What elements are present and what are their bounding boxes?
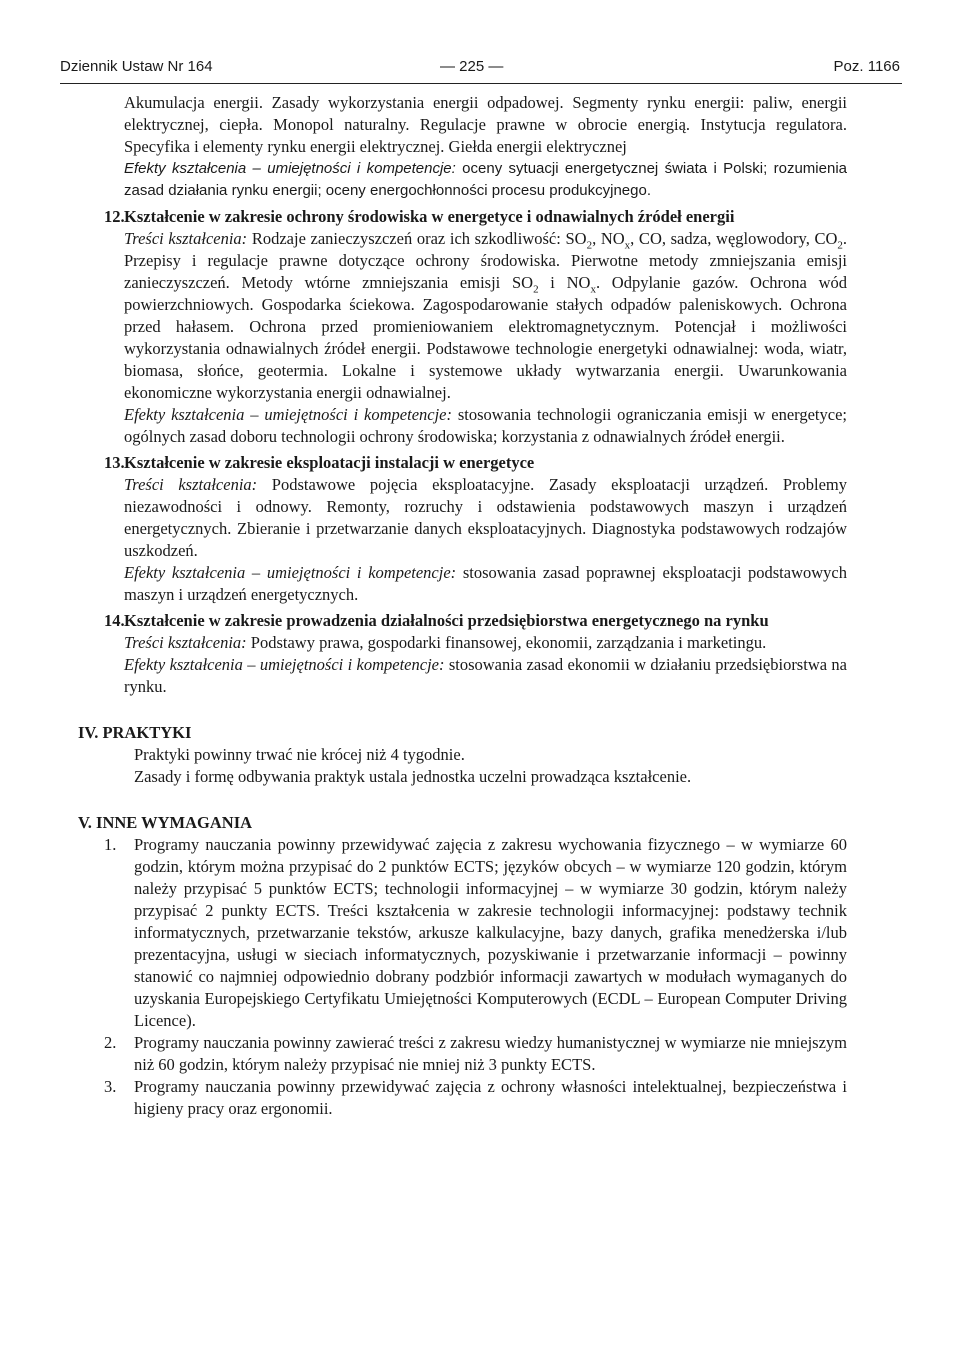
section-13-content <box>124 474 847 562</box>
header-rule <box>60 83 902 84</box>
section-13-number: 13. <box>104 453 125 472</box>
requirement-item-2 <box>104 1032 847 1076</box>
section-12-content-b: , NO <box>592 229 625 248</box>
section-14-effects-label: Efekty kształcenia – umiejętności i kompetencje: <box>124 655 445 674</box>
section-12-content-d: Przepisy i regulacje prawne dotyczące ochrony środowiska. Pierwotne metody zmniejszania emisji zanieczyszczeń. Metody wtórne zmniejszania emisji SO <box>124 251 847 292</box>
document-body <box>0 90 960 1120</box>
intro-paragraph <box>124 92 847 158</box>
part-4-line-2: Zasady i formę odbywania praktyk ustala jednostka uczelni prowadząca kształcenie. <box>134 767 692 786</box>
intro-effects <box>124 158 847 202</box>
requirement-item-1 <box>104 834 847 1032</box>
section-14-heading <box>104 610 847 632</box>
section-13-effects-label: Efekty kształcenia – umiejętności i kompetencje: <box>124 563 457 582</box>
section-13-effects <box>124 562 847 606</box>
section-12-heading <box>104 206 847 228</box>
section-12-content-e: i NO <box>538 273 591 292</box>
requirement-text: Programy nauczania powinny przewidywać zajęcia z zakresu wychowania fizycznego – w wymiarze 60 godzin, którym można przypisać do 2 punktów ECTS; języków obcych – w wymiarze 120 godzin, którym należy przypisać 5 punktów ECTS; technologii informacyjnej – w wymiarze 30 godzin, którym należy przypisać 2 punkty ECTS. Treści kształcenia w zakresie technologii informacyjnej: podstawy technik informatycznych, przetwarzanie tekstów, arkusze kalkulacyjne, bazy danych, grafika menedżerska i/lub prezentacyjna, usługi w sieciach informatycznych, pozyskiwanie i przetwarzanie informacji – powinny stanowić co najmniej odpowiednio dobrany podzbiór informacji zawartych w modułach wymaganych do uzyskania Europejskiego Certyfikatu Umiejętności Komputerowych (ECDL – European Computer Driving Licence). <box>134 835 847 1030</box>
position-number: Poz. 1166 <box>833 58 900 75</box>
section-14-effects <box>124 654 847 698</box>
subscript-2: 2 <box>533 283 539 296</box>
requirement-text: Programy nauczania powinny przewidywać zajęcia z ochrony własności intelektualnej, bezpieczeństwa i higieny pracy oraz ergonomii. <box>134 1077 847 1118</box>
section-13-title: Kształcenie w zakresie eksploatacji instalacji w energetyce <box>124 453 535 472</box>
section-13-content-text: Podstawowe pojęcia eksploatacyjne. Zasady eksploatacji urządzeń. Problemy niezawodności i odnowy. Remonty, rozruchy i odstawienia podstawowych maszyn i urządzeń energetycznych. Zbieranie i przetwarzanie danych eksploatacyjnych. Diagnostyka podstawowych rodzajów uszkodzeń. <box>124 475 847 560</box>
section-12-effects-text: stosowania technologii ograniczania emisji w energetyce; ogólnych zasad doboru technologii ochrony środowiska; korzystania z odnawialnych źródeł energii. <box>124 405 847 446</box>
section-12-content-a: Rodzaje zanieczyszczeń oraz ich szkodliwość: SO <box>247 229 587 248</box>
intro-text: Akumulacja energii. Zasady wykorzystania energii odpadowej. Segmenty rynku energii: paliw, energii elektrycznej, ciepła. Monopol naturalny. Regulacje prawne w obrocie energią. Instytucja regulatora. Specyfika i elementy rynku energii elektrycznej. Giełda energii elektrycznej <box>124 93 847 156</box>
section-12-effects-label: Efekty kształcenia – umiejętności i kompetencje: <box>124 405 453 424</box>
section-12-content-c: , CO, sadza, węglowodory, CO <box>630 229 838 248</box>
section-14-number: 14. <box>104 611 125 630</box>
part-5-title: V. INNE WYMAGANIA <box>78 813 253 832</box>
requirement-item-3 <box>104 1076 847 1120</box>
requirement-number: 3. <box>104 1077 117 1096</box>
section-14-content-text: Podstawy prawa, gospodarki finansowej, ekonomii, zarządzania i marketingu. <box>246 633 767 652</box>
section-14-effects-text: stosowania zasad ekonomii w działaniu przedsiębiorstwa na rynku. <box>124 655 847 696</box>
subscript-2: 2 <box>586 239 593 252</box>
page-number: — 225 — <box>440 58 504 75</box>
section-12-number: 12. <box>104 207 125 226</box>
section-12-content-label: Treści kształcenia: <box>124 229 248 248</box>
section-13-effects-text: stosowania zasad poprawnej eksploatacji podstawowych maszyn i urządzeń energetycznych. <box>124 563 847 604</box>
journal-name: Dziennik Ustaw Nr 164 <box>60 58 213 75</box>
section-12-effects <box>124 404 847 448</box>
section-14-content <box>124 632 847 654</box>
section-12-content: Treści kształcenia: Rodzaje zanieczyszczeń oraz ich szkodliwość: $SO_2$, $NO_x$, CO, sadza, węglowodory, $CO_2$. Przepisy i regulacje prawne dotyczące ochrony środowiska. Pierwotne metody zmniejszania emisji zanieczyszczeń. Metody wtórne zmniejszania emisji $SO_2$ i $NO_x$. Odpylanie gazów. Ochrona wód powierzchniowych. Gospodarka ściekowa. Zagospodarowanie stałych odpadów paleniskowych. Ochrona przed hałasem. Ochrona przed promieniowaniem elektromagnetycznym. Potencjał i możliwości wykorzystania odnawialnych źródeł energii. Podstawowe technologie energetyki odnawialnej: woda, wiatr, biomasa, słońce, geotermia. Lokalne i systemowe układy wytwarzania energii. Uwarunkowania ekonomiczne wykorzystania energii odnawialnej. <box>124 229 848 402</box>
section-12-content-f: . Odpylanie gazów. Ochrona wód powierzchniowych. Gospodarka ściekowa. Zagospodarowanie stałych odpadów paleniskowych. Ochrona przed hałasem. Ochrona przed promieniowaniem elektromagnetycznym. Potencjał i możliwości wykorzystania odnawialnych źródeł energii. Podstawowe technologie energetyki odnawialnej: woda, wiatr, biomasa, słońce, geotermia. Lokalne i systemowe układy wytwarzania energii. Uwarunkowania ekonomiczne wykorzystania energii odnawialnej. <box>124 273 847 402</box>
section-13-content-label: Treści kształcenia: <box>124 475 258 494</box>
intro-effects-text: oceny sytuacji energetycznej świata i Polski; rozumienia zasad działania rynku energii; oceny energochłonności procesu produkcyjnego. <box>124 160 847 199</box>
section-12-title: Kształcenie w zakresie ochrony środowiska w energetyce i odnawialnych źródeł energii <box>124 207 735 226</box>
section-14-content-label: Treści kształcenia: <box>124 633 247 652</box>
section-14-title: Kształcenie w zakresie prowadzenia działalności przedsiębiorstwa energetycznego na rynku <box>124 611 769 630</box>
section-13-heading <box>104 452 847 474</box>
requirement-number: 2. <box>104 1033 117 1052</box>
subscript-2: 2 <box>837 239 843 252</box>
intro-effects-label: Efekty kształcenia – umiejętności i kompetencje: <box>124 160 456 177</box>
part-4-line-1: Praktyki powinny trwać nie krócej niż 4 tygodnie. <box>134 745 465 764</box>
subscript-x: x <box>590 283 596 296</box>
subscript-x: x <box>624 239 631 252</box>
part-4-title: IV. PRAKTYKI <box>78 723 192 742</box>
requirement-text: Programy nauczania powinny zawierać treści z zakresu wiedzy humanistycznej w wymiarze nie mniejszym niż 60 godzin, którym należy przypisać nie mniej niż 3 punkty ECTS. <box>134 1033 847 1074</box>
requirement-number: 1. <box>104 835 117 854</box>
